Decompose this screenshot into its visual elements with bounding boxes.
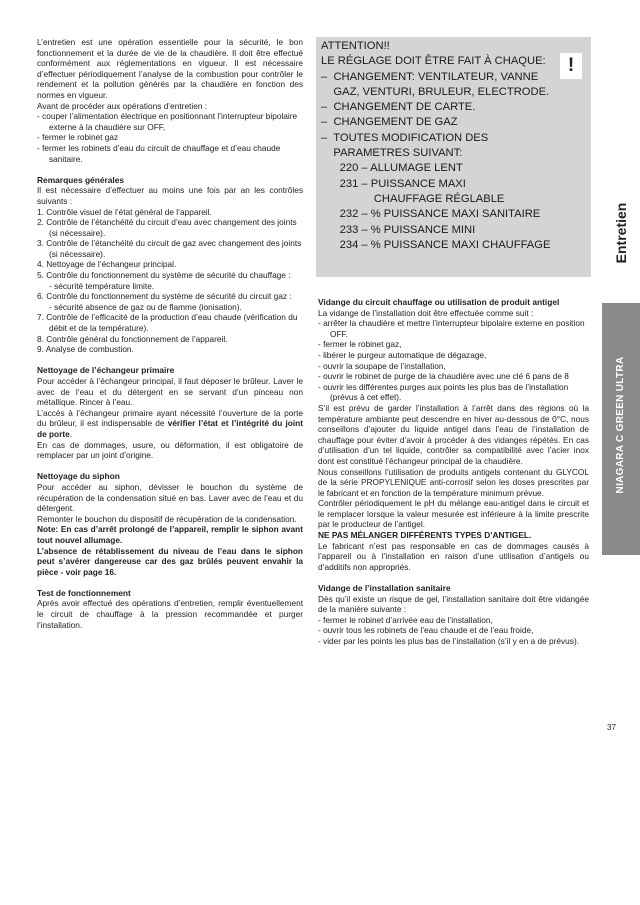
vidange-paragraph: Le fabricant n’est pas responsable en cas de dommages causés à l’appareil ou à l’installation en raison d’une utilisation d’antigels ou d’additifs non appropriés.: [318, 540, 589, 572]
page-number: 37: [607, 723, 616, 732]
product-name: NIAGARA C GREEN ULTRA: [615, 356, 626, 494]
siphon-note: Note: En cas d’arrêt prolongé de l’appareil, remplir le siphon avant tout nouvel allumage.: [37, 524, 303, 545]
list-item: - arrêter la chaudière et mettre l’interrupteur bipolaire externe en position OFF.: [318, 318, 585, 339]
attention-line: – CHANGEMENT: VENTILATEUR, VANNE: [321, 70, 539, 83]
list-item: - fermer le robinet gaz: [37, 132, 119, 143]
vidange-paragraph: Nous conseillons l’utilisation de produits antigels contenant du GLYCOL de la série PROPYLENIQUE anti-corrosif selon les doses prescrites par le fabricant et en fonction de la température minimum prévue.: [318, 466, 589, 498]
list-item: 3. Contrôle de l’étanchéité du circuit de gaz avec changement des joints (si nécessaire).: [37, 238, 302, 259]
list-subitem: - sécurité absence de gaz ou de flamme (ionisation).: [49, 301, 242, 312]
vidange-paragraph: Contrôler périodiquement le pH du mélange eau-antigel dans le circuit et le remplacer lorsque la valeur mesurée est inférieure à la limite prescrite par le producteur de l’antigel.: [318, 498, 589, 530]
list-item: 4. Nettoyage de l’échangeur principal.: [37, 259, 177, 270]
section-title-vidange-sanitaire: Vidange de l’installation sanitaire: [318, 583, 451, 594]
attention-line: 232 – % PUISSANCE MAXI SANITAIRE: [321, 208, 541, 221]
echangeur-paragraph: [37, 408, 303, 440]
test-paragraph: Après avoir effectué des opérations d’entretien, remplir éventuellement le circuit de chauffage à la pression recommandée et purger l’installation.: [37, 598, 303, 630]
list-item: - fermer le robinet d’arrivée eau de l’installation,: [318, 614, 493, 625]
list-item: 5. Contrôle du fonctionnement du système de sécurité du chauffage :: [37, 270, 291, 281]
attention-line: 234 – % PUISSANCE MAXI CHAUFFAGE: [321, 238, 551, 251]
list-item: 9. Analyse de combustion.: [37, 344, 134, 355]
list-item: - fermer le robinet gaz,: [318, 339, 402, 350]
list-item: - ouvrir les différentes purges aux points les plus bas de l’installation (prévus à cet effet).: [318, 381, 569, 403]
section-title-vidange-circuit: Vidange du circuit chauffage ou utilisation de produit antigel: [318, 297, 560, 307]
vidange-intro: La vidange de l’installation doit être effectuée comme suit :: [318, 307, 534, 318]
remarques-intro: Il est nécessaire d’effectuer au moins une fois par an les contrôles suivants :: [37, 185, 303, 206]
bold-text: vérifier l’état et l’intégrité du joint de porte: [37, 418, 303, 439]
intro-paragraph: L’entretien est une opération essentielle pour la sécurité, le bon fonctionnement et la durée de vie de la chaudière. Il doit être effectué conformément aux réglementations en vigueur. Il est nécessaire d’effectuer périodiquement l’analyse de la combustion pour contrôler le rendement et la pollution générés par la chaudière en fonction des normes en vigueur.: [37, 37, 303, 100]
attention-line: LE RÉGLAGE DOIT ÊTRE FAIT À CHAQUE:: [321, 55, 546, 68]
left-column: [37, 37, 303, 630]
attention-line: GAZ, VENTURI, BRULEUR, ELECTRODE.: [321, 85, 550, 98]
list-item: - ouvrir la soupape de l’installation,: [318, 360, 446, 371]
attention-line: PARAMETRES SUIVANT:: [321, 147, 463, 160]
list-item: - couper l’alimentation électrique en positionnant l’interrupteur bipolaire externe à la chaudière sur OFF,: [37, 111, 298, 132]
list-item: 7. Contrôle de l’efficacité de la production d’eau chaude (vérification du débit et de la température).: [37, 312, 298, 334]
list-item: 8. Contrôle général du fonctionnement de l’appareil.: [37, 333, 228, 344]
intro-before-ops: Avant de procéder aux opérations d’entretien :: [37, 100, 208, 111]
section-title-remarques: Remarques générales: [37, 174, 125, 185]
attention-line: 231 – PUISSANCE MAXI: [321, 177, 466, 190]
vidange-paragraph: S’il est prévu de garder l’installation à l’arrêt dans des régions où la température ambiante peut descendre en hiver au-dessous de 0°C, nous conseillons d’ajouter du liquide antigel dans l’eau de l’installation de chauffage pour éviter d’avoir à procéder à des vidanges répétés. En cas d’utilisation d’un tel liquide, contrôler sa compatibilité avec l’acier inox dont est constitué l’échangeur principal de la chaudière.: [318, 402, 589, 466]
siphon-paragraph: Remonter le bouchon du dispositif de récupération de la condensation.: [37, 513, 297, 524]
attention-line: CHAUFFAGE RÉGLABLE: [321, 192, 505, 205]
text-run: L’accès à l’échangeur primaire ayant nécessité l’ouverture de la porte du brûleur, il est indispensable de: [37, 407, 303, 429]
list-item: - libérer le purgeur automatique de dégazage,: [318, 349, 487, 360]
echangeur-paragraph: Pour accéder à l’échangeur principal, il faut déposer le brûleur. Laver le avec de l’eau et du détergent en se servant d’un pinceau non métallique. Rincer à l’eau.: [37, 376, 303, 408]
echangeur-paragraph: En cas de dommages, usure, ou déformation, il est obligatoire de remplacer par un joint d’origine.: [37, 439, 303, 461]
text-run: .: [69, 428, 73, 439]
attention-line: ATTENTION!!: [321, 40, 390, 52]
list-item: 1. Contrôle visuel de l’état général de l’appareil.: [37, 206, 212, 217]
sanitaire-intro: Dès qu’il existe un risque de gel, l’installation sanitaire doit être vidangée de la manière suivante :: [318, 593, 589, 615]
section-title-test: Test de fonctionnement: [37, 587, 131, 598]
attention-lines: [321, 39, 561, 253]
attention-line: – CHANGEMENT DE GAZ: [321, 116, 458, 129]
attention-line: 220 – ALLUMAGE LENT: [321, 162, 463, 175]
list-item: - fermer les robinets d’eau du circuit de chauffage et d’eau chaude sanitaire.: [37, 142, 281, 164]
list-item: 2. Contrôle de l’étanchéité du circuit d’eau avec changement des joints (si nécessaire).: [37, 217, 297, 238]
warning-icon: !: [560, 53, 582, 79]
attention-line: – CHANGEMENT DE CARTE.: [321, 101, 476, 114]
section-label: Entretien: [613, 202, 629, 264]
right-column: [318, 297, 589, 647]
attention-box: [316, 37, 591, 277]
antigel-warning: NE PAS MÉLANGER DIFFÉRENTS TYPES D’ANTIGEL.: [318, 530, 532, 541]
section-title-siphon: Nettoyage du siphon: [37, 471, 120, 482]
list-item: - ouvrir tous les robinets de l’eau chaude et de l’eau froide,: [318, 625, 534, 636]
siphon-warning: L’absence de rétablissement du niveau de l’eau dans le siphon peut s’avérer dangereuse car des gaz brûlés peuvent envahir la pièce - voir page 16.: [37, 545, 303, 577]
attention-line: – TOUTES MODIFICATION DES: [321, 131, 489, 144]
list-item: - ouvrir le robinet de purge de la chaudière avec une clé 6 pans de 8: [318, 371, 569, 382]
list-item: - vider par les points les plus bas de l’installation (s’il y en a de prévus).: [318, 636, 580, 646]
attention-line: 233 – % PUISSANCE MINI: [321, 223, 476, 236]
siphon-paragraph: Pour accéder au siphon, dévisser le bouchon du système de récupération de la condensation situé en bas. Laver avec de l’eau et du détergent.: [37, 481, 303, 514]
list-subitem: - sécurité température limite.: [49, 280, 155, 291]
section-title-echangeur: Nettoyage de l’échangeur primaire: [37, 365, 175, 376]
list-item: 6. Contrôle du fonctionnement du système de sécurité du circuit gaz :: [37, 291, 292, 302]
